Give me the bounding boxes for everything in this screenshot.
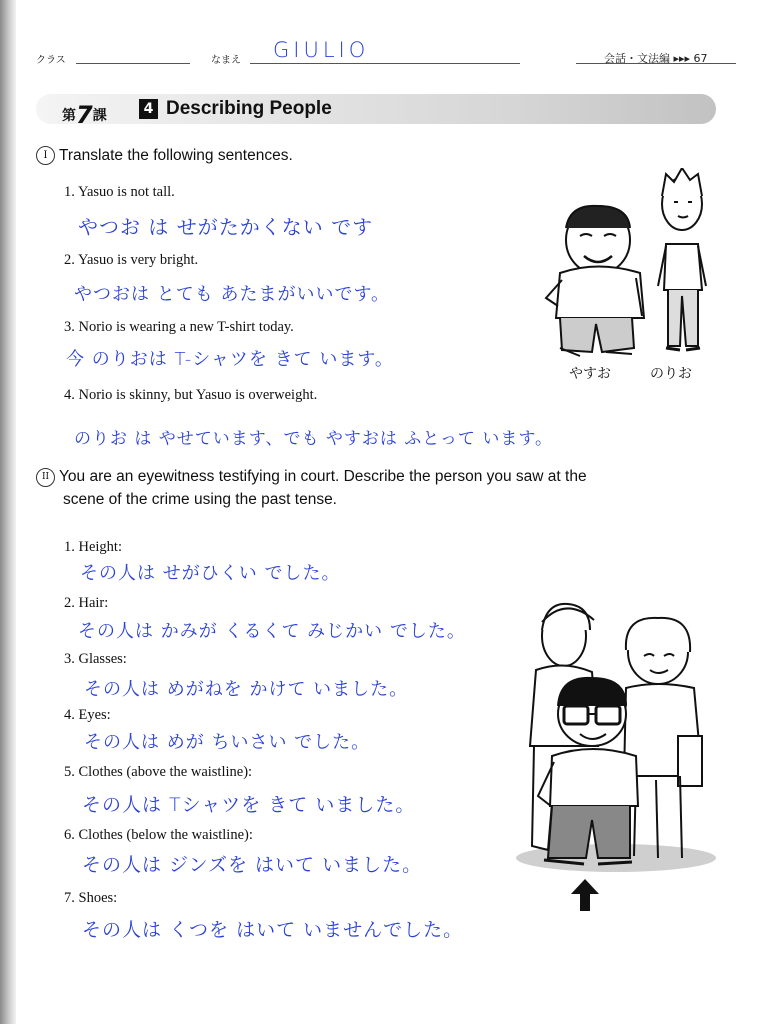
page-title: Describing People — [166, 98, 332, 119]
s2-prompt-7: 7. Shoes: — [64, 890, 118, 906]
s2-answer-4: その人は めが ちいさい でした。 — [84, 732, 371, 753]
page-ref-underline — [576, 63, 736, 64]
section1-instruction: I Translate the following sentences. — [36, 146, 293, 165]
s2-answer-1: その人は せがひくい でした。 — [80, 563, 341, 584]
roman-numeral-badge: I — [36, 146, 55, 165]
class-label: クラス — [36, 55, 66, 66]
section-number-box: 4 — [139, 99, 158, 119]
class-underline — [76, 63, 190, 64]
name-label: なまえ — [211, 55, 241, 66]
s1-answer-1: やつお は せがたかくない です — [78, 215, 374, 239]
s2-answer-7: その人は くつを はいて いませんでした。 — [82, 919, 464, 941]
s2-prompt-2: 2. Hair: — [64, 595, 109, 611]
book-spine-shadow — [0, 0, 16, 1024]
figure-label-norio: のりお — [650, 366, 692, 382]
s2-answer-3: その人は めがねを かけて いました。 — [84, 679, 409, 700]
s1-prompt-2: 2. Yasuo is very bright. — [64, 252, 199, 268]
s2-prompt-5: 5. Clothes (above the waistline): — [64, 764, 253, 780]
s1-answer-4: のりお は やせています、でも やすおは ふとって います。 — [74, 429, 553, 449]
roman-numeral-badge: II — [36, 468, 55, 487]
section2-instruction-line2: scene of the crime using the past tense. — [63, 491, 337, 508]
s2-answer-2: その人は かみが くるくて みじかい でした。 — [78, 621, 466, 642]
s1-prompt-3: 3. Norio is wearing a new T-shirt today. — [64, 319, 294, 335]
s2-prompt-3: 3. Glasses: — [64, 651, 127, 667]
lesson-number: 第7課 — [62, 101, 107, 129]
page-reference: 会話・文法編 ▸▸▸ 67 — [604, 52, 708, 65]
name-underline — [250, 63, 520, 64]
s2-prompt-6: 6. Clothes (below the waistline): — [64, 827, 253, 843]
s2-prompt-4: 4. Eyes: — [64, 707, 111, 723]
lesson-banner — [36, 94, 716, 129]
s1-answer-2: やつおは とても あたまがいいです。 — [74, 284, 391, 305]
suspects-illustration — [512, 596, 716, 914]
s2-answer-5: その人は Tシャツを きて いました。 — [82, 794, 416, 816]
section2-instruction-line1: II You are an eyewitness testifying in court. Describe the person you saw at the — [36, 468, 587, 487]
s1-prompt-1: 1. Yasuo is not tall. — [64, 184, 175, 200]
name-value: GIULIO — [273, 38, 370, 62]
yasuo-norio-illustration — [540, 168, 730, 360]
s1-prompt-4: 4. Norio is skinny, but Yasuo is overweight. — [64, 387, 318, 403]
figure-label-yasuo: やすお — [569, 366, 611, 382]
s2-prompt-1: 1. Height: — [64, 539, 122, 555]
s2-answer-6: その人は ジンズを はいて いました。 — [82, 854, 423, 876]
up-arrow-icon — [570, 879, 600, 911]
s1-answer-3: 今 のりおは T-シャツを きて います。 — [66, 349, 394, 370]
